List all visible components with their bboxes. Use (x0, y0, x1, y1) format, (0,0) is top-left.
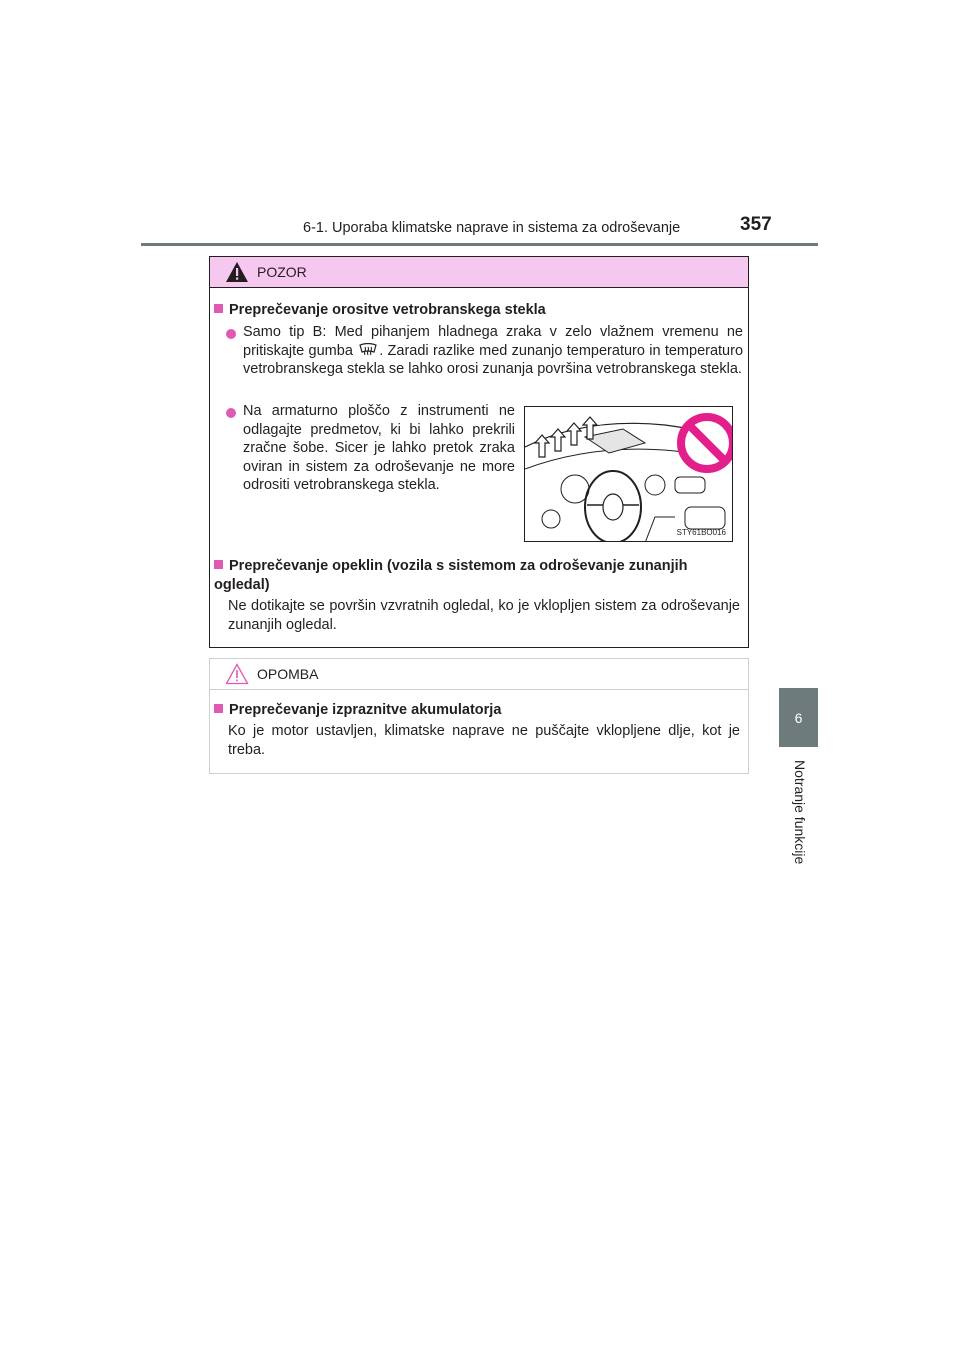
caution-bullet-text: Na armaturno ploščo z instrumenti ne odlagajte predmetov, ki bi lahko prekrili zračne šobe. Sicer je lahko pretok zraka oviran in sistem za odroševanje ne more odrositi vetrobranskega stekla. (243, 403, 515, 493)
caution-section-title: Preprečevanje orositve vetrobranskega stekla (214, 301, 546, 320)
page-number: 357 (740, 214, 772, 235)
notice-header (210, 659, 748, 690)
caution-box (209, 256, 749, 648)
caution-header (210, 257, 748, 288)
header-divider (141, 243, 818, 246)
section-marker-icon (214, 704, 223, 713)
bullet-dot-icon (226, 329, 236, 339)
section-marker-icon (214, 560, 223, 569)
dashboard-illustration (524, 406, 733, 542)
dashboard-drawing (525, 407, 733, 542)
bullet-dot-icon (226, 408, 236, 418)
illustration-code: STY61BO016 (676, 528, 726, 537)
chapter-tab-number: 6 (794, 709, 803, 726)
notice-section-title: Preprečevanje izpraznitve akumulatorja (214, 701, 501, 720)
caution-heading: POZOR (257, 264, 307, 280)
notice-heading: OPOMBA (257, 666, 319, 682)
caution-section-title: Preprečevanje opeklin (vozila s sistemom za odroševanje zunanjih ogledal) (214, 558, 688, 593)
windshield-defogger-icon (359, 343, 377, 357)
caution-triangle-icon (225, 663, 249, 685)
caution-bullet-text: Samo tip B: Med pihanjem hladnega zraka v zelo vlažnem vremenu ne pritiskajte gumba . Zaradi razlike med zunanjo temperaturo in temperaturo vetrobranskega stekla se lahko orosi zunanja površina vetrobranskega stekla. (243, 324, 744, 377)
notice-section-body: Ko je motor ustavljen, klimatske naprave ne puščajte vklopljene dlje, kot je treba. (228, 723, 740, 758)
caution-section-body: Ne dotikajte se površin vzvratnih ogledal, ko je vklopljen sistem za odroševanje zunanjih ogledal. (228, 598, 740, 633)
chapter-header-title: 6-1. Uporaba klimatske naprave in sistema za odroševanje (303, 220, 681, 236)
chapter-tab-label: Notranje funkcije (792, 760, 808, 865)
chapter-tab[interactable] (779, 688, 818, 747)
notice-box (209, 658, 749, 774)
warning-triangle-icon (225, 261, 249, 283)
section-marker-icon (214, 304, 223, 313)
